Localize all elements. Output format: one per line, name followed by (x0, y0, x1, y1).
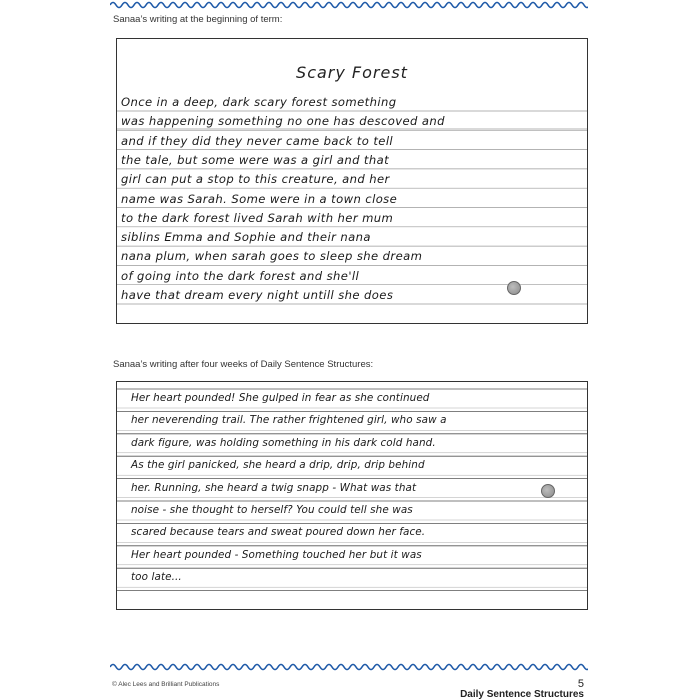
handwriting-line: noise - she thought to herself? You could tell she was (131, 504, 413, 516)
handwriting-line: and if they did they never came back to tell (121, 133, 394, 148)
book-title: Daily Sentence Structures (460, 689, 584, 700)
writing-sample-after (116, 381, 588, 610)
handwriting-line: her neverending trail. The rather frightened girl, who saw a (131, 414, 447, 427)
handwriting-line: dark figure, was holding something in his dark cold hand. (131, 436, 436, 449)
handwriting-line: of going into the dark forest and she'll (121, 268, 360, 283)
handwriting-line: her. Running, she heard a twig snapp - What was that (131, 481, 417, 494)
handwriting-line: Her heart pounded - Something touched her but it was (131, 548, 422, 561)
handwriting-line: too late... (131, 571, 182, 584)
handwriting-line: name was Sarah. Some were in a town close (121, 191, 398, 206)
copyright-notice: © Alec Lees and Brilliant Publications (112, 681, 220, 688)
handwriting-line: the tale, but some were was a girl and that (121, 152, 390, 167)
footer-book-info (460, 678, 584, 700)
top-wave-border (110, 0, 588, 12)
punch-hole (541, 484, 555, 498)
handwriting-line: to the dark forest lived Sarah with her mum (121, 210, 394, 225)
caption-beginning-of-term: Sanaa’s writing at the beginning of term: (113, 14, 283, 25)
punch-hole (507, 281, 521, 295)
handwriting-line: Once in a deep, dark scary forest something (121, 95, 397, 109)
bottom-wave-border (110, 660, 588, 674)
handwriting-line: Her heart pounded! She gulped in fear as she continued (131, 392, 430, 404)
sample-title: Scary Forest (296, 63, 408, 82)
handwriting-line: siblins Emma and Sophie and their nana (121, 230, 371, 245)
handwriting-line: girl can put a stop to this creature, and her (121, 172, 390, 187)
handwriting-line: scared because tears and sweat poured down her face. (131, 526, 426, 539)
caption-after-four-weeks: Sanaa’s writing after four weeks of Daily Sentence Structures: (113, 359, 374, 370)
handwriting-line: have that dream every night untill she does (121, 288, 394, 302)
handwriting-line: As the girl panicked, she heard a drip, drip, drip behind (131, 459, 425, 472)
writing-sample-beginning (116, 38, 588, 324)
handwriting-line: was happening something no one has descoved and (121, 114, 445, 129)
page-number: 5 (577, 678, 584, 690)
handwriting-line: nana plum, when sarah goes to sleep she dream (121, 249, 423, 264)
